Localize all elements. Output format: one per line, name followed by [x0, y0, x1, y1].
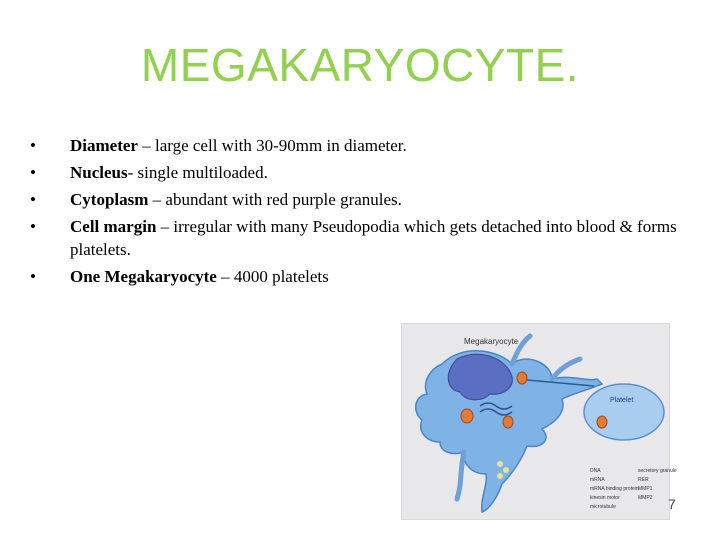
legend-dna: DNA: [590, 468, 601, 474]
bullet-text: - single multiloaded.: [127, 163, 268, 182]
vesicle: [503, 467, 509, 473]
vesicle: [497, 461, 503, 467]
bullet-dot: •: [30, 163, 36, 182]
bullet-term: Cell margin: [70, 217, 157, 236]
legend-rer: RER: [638, 477, 649, 483]
legend-mrna-binding: mRNA binding protein: [590, 486, 639, 492]
granule: [517, 372, 527, 384]
granule: [503, 416, 513, 428]
bullet-item-nucleus: [30, 161, 690, 184]
bullet-dot: •: [30, 267, 36, 286]
bullet-term: Diameter: [70, 136, 138, 155]
bullet-text: – large cell with 30-90mm in diameter.: [137, 136, 407, 155]
legend-kinesin: kinesin motor: [590, 495, 620, 501]
figure-legend: [590, 468, 677, 510]
legend-mmp1: MMP1: [638, 486, 653, 492]
bullet-dot: •: [30, 136, 36, 155]
legend-mmp2: MMP2: [638, 495, 653, 501]
bullet-item-platelets: [30, 265, 690, 288]
bullet-term: Nucleus: [70, 163, 128, 182]
platelet-label: Platelet: [610, 397, 634, 404]
vesicle: [497, 473, 503, 479]
pseudopodium: [552, 359, 580, 379]
legend-mrna: mRNA: [590, 477, 605, 483]
bullet-item-diameter: [30, 134, 690, 157]
bullet-text: – abundant with red purple granules.: [148, 190, 402, 209]
cell-label: Megakaryocyte: [464, 337, 519, 346]
bullet-text: – irregular with many Pseudopodia which gets detached into blood & forms platelets.: [70, 217, 677, 259]
bullet-text: – 4000 platelets: [216, 267, 329, 286]
slide-title: MEGAKARYOCYTE.: [140, 39, 580, 91]
megakaryocyte-figure: [401, 323, 677, 520]
bullet-item-cytoplasm: [30, 188, 690, 211]
bullet-dot: •: [30, 217, 36, 236]
bullet-list: [30, 134, 690, 292]
bullet-item-cell-margin: [30, 215, 690, 261]
legend-microtubule: microtubule: [590, 504, 616, 510]
slide-number: 7: [668, 496, 676, 512]
bullet-term: Cytoplasm: [70, 190, 149, 209]
platelet-granule: [597, 416, 607, 428]
pseudopodium: [457, 452, 464, 499]
bullet-dot: •: [30, 190, 36, 209]
legend-secretory: secretory granule: [638, 468, 677, 474]
megakaryocyte-illustration: [402, 324, 677, 519]
platelet: [584, 384, 664, 440]
granule: [461, 409, 473, 423]
bullet-term: One Megakaryocyte: [70, 267, 217, 286]
